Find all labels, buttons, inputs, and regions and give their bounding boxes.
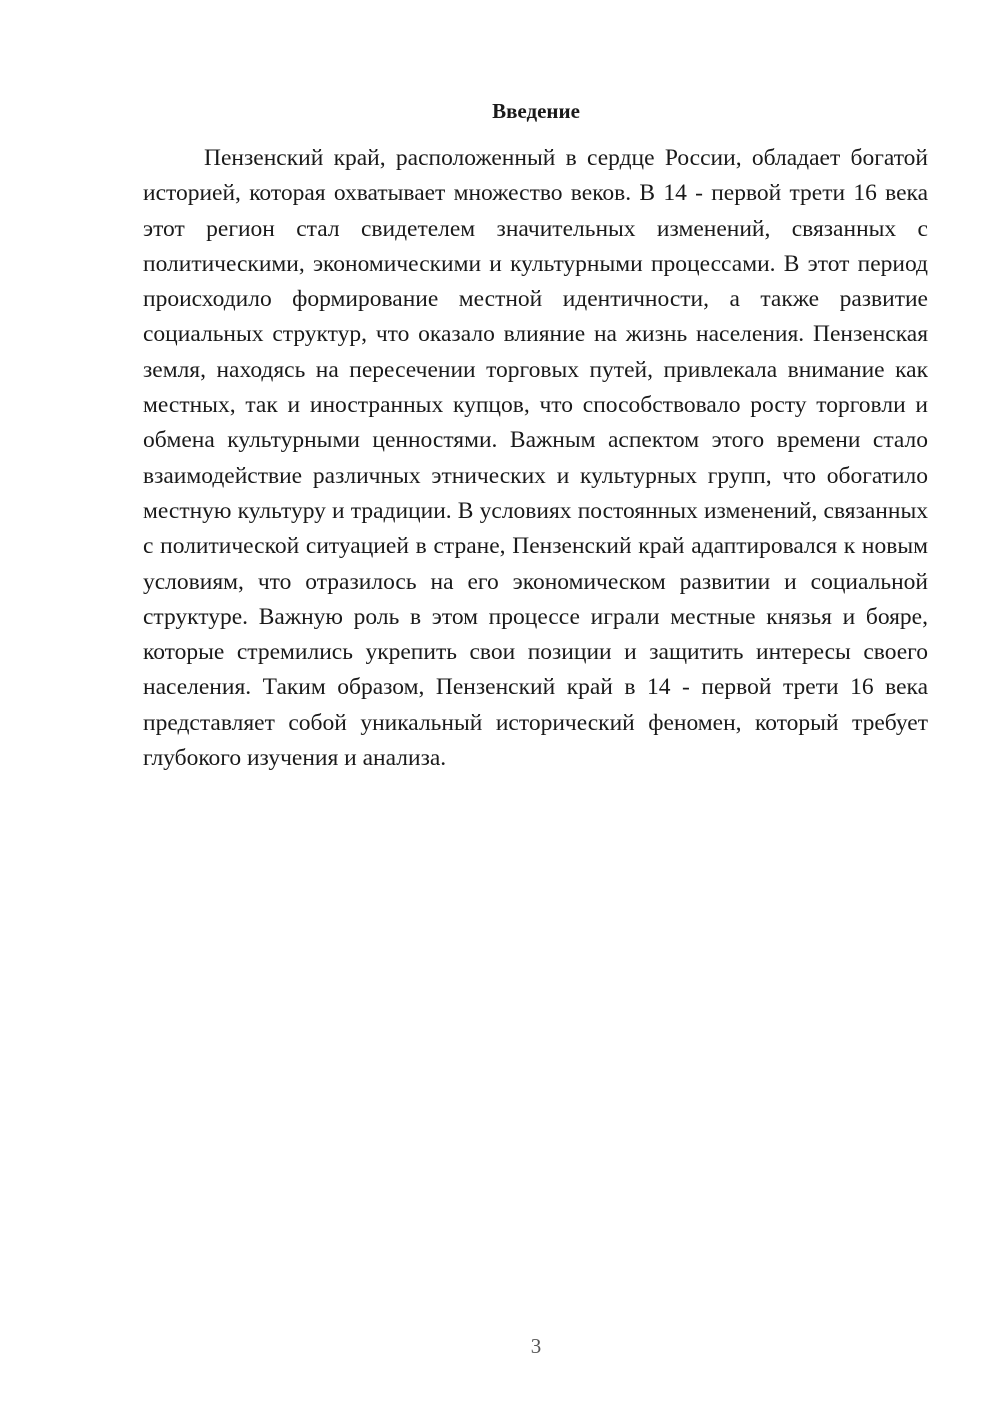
- page-number: 3: [530, 1334, 542, 1358]
- body-paragraph: Пензенский край, расположенный в сердце России, обладает богатой историей, которая охватывает множество веков. В 14 - первой трети 16 века этот регион стал свидетелем значительных изменений, связанных с политическими, экономическими и культурными процессами. В этот период происходило формирование местной идентичности, а также развитие социальных структур, что оказало влияние на жизнь населения. Пензенская земля, находясь на пересечении торговых путей, привлекала внимание как местных, так и иностранных купцов, что способствовало росту торговли и обмена культурными ценностями. Важным аспектом этого времени стало взаимодействие различных этнических и культурных групп, что обогатило местную культуру и традиции. В условиях постоянных изменений, связанных с политической ситуацией в стране, Пензенский край адаптировался к новым условиям, что отразилось на его экономическом развитии и социальной структуре. Важную роль в этом процессе играли местные князья и бояре, которые стремились укрепить свои позиции и защитить интересы своего населения. Таким образом, Пензенский край в 14 - первой трети 16 века представляет собой уникальный исторический феномен, который требует глубокого изучения и анализа.: [143, 145, 928, 772]
- section-heading: Введение: [492, 99, 580, 123]
